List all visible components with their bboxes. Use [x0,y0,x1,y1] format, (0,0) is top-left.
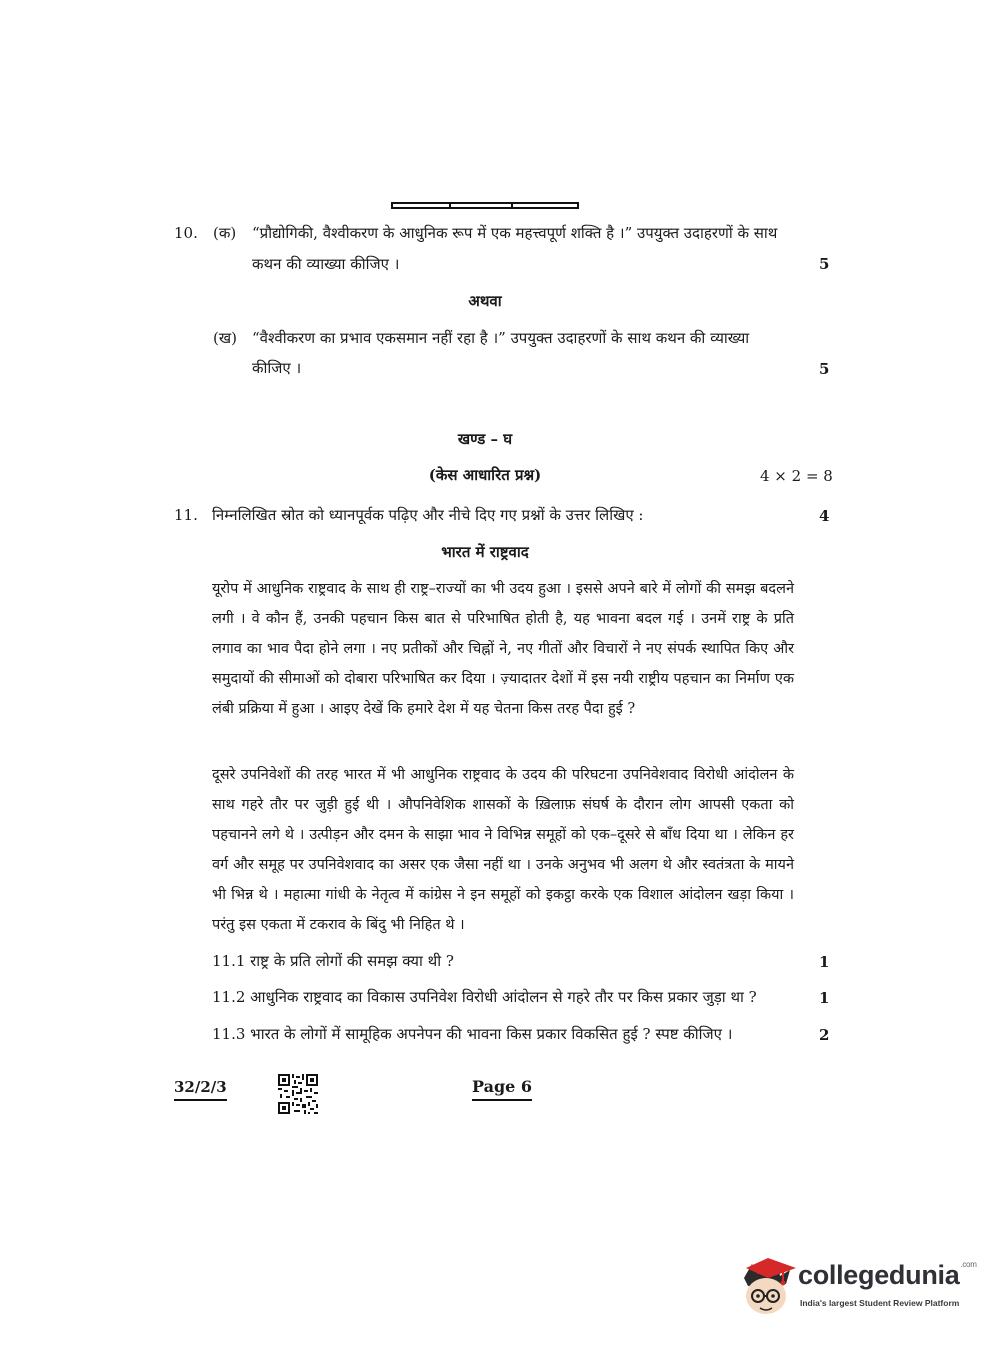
passage-paragraph-2: दूसरे उपनिवेशों की तरह भारत में भी आधुनिक राष्ट्रवाद के उदय की परिघटना उपनिवेशवाद विरोधी आंदोलन के साथ गहरे तौर पर जुड़ी हुई थी । औपनिवेशिक शासकों के ख़िलाफ़ संघर्ष के दौरान लोग आपसी एकता को पहचानने लगे थे । उत्पीड़न और दमन के साझा भाव ने विभिन्न समूहों को एक–दूसरे से बाँध दिया था । लेकिन हर वर्ग और समूह पर उपनिवेशवाद का असर एक जैसा नहीं था । उनके अनुभव भी अलग थे और स्वतंत्रता के मायने भी भिन्न थे । महात्मा गांधी के नेतृत्व में कांग्रेस ने इन समूहों को इकट्ठा करके एक विशाल आंदोलन खड़ा किया । परंतु इस एकता में टकराव के बिंदु भी निहित थे । [212,767,794,933]
collegedunia-logo [738,1254,978,1320]
sub-question: 11.1 राष्ट्र के प्रति लोगों की समझ क्या थी ? [212,952,454,970]
section-subtitle: (केस आधारित प्रश्न) [428,466,542,484]
question-text: कथन की व्याख्या कीजिए । [252,255,400,273]
or-divider: अथवा [468,292,502,310]
marks: 5 [819,360,830,378]
marks: 1 [819,989,830,1007]
sub-question: 11.3 भारत के लोगों में सामूहिक अपनेपन की भावना किस प्रकार विकसित हुई ? स्पष्ट कीजिए । [212,1025,733,1043]
passage-title: भारत में राष्ट्रवाद [441,543,529,561]
question-number: 11. [174,506,198,524]
question-text: “प्रौद्योगिकी, वैश्वीकरण के आधुनिक रूप में एक महत्त्वपूर्ण शक्ति है ।” उपयुक्त उदाहरणों के साथ [252,224,778,242]
option-a-label: (क) [213,224,237,242]
sub-question: 11.2 आधुनिक राष्ट्रवाद का विकास उपनिवेश विरोधी आंदोलन से गहरे तौर पर किस प्रकार जुड़ा था ? [212,988,757,1006]
option-b-label: (ख) [213,329,237,347]
marks: 1 [819,953,830,971]
question-text: “वैश्वीकरण का प्रभाव एकसमान नहीं रहा है ।” उपयुक्त उदाहरणों के साथ कथन की व्याख्या [252,329,750,347]
mascot-icon [738,1256,798,1318]
marks: 5 [819,255,830,273]
brand-tagline: India's largest Student Review Platform [800,1298,960,1308]
page-number: Page 6 [472,1077,532,1101]
passage-paragraph-1: यूरोप में आधुनिक राष्ट्रवाद के साथ ही राष्ट्र–राज्यों का भी उदय हुआ । इससे अपने बारे में लोगों की समझ बदलने लगी । वे कौन हैं, उनकी पहचान किस बात से परिभाषित होती है, यह भावना बदल गई । उनमें राष्ट्र के प्रति लगाव का भाव पैदा होने लगा । नए प्रतीकों और चिह्नों ने, नए गीतों और विचारों ने नए संपर्क स्थापित किए और समुदायों की सीमाओं को दोबारा परिभाषित कर दिया । ज़्यादातर देशों में इस नयी राष्ट्रीय पहचान का निर्माण एक लंबी प्रक्रिया में हुआ । आइए देखें कि हमारे देश में यह चेतना किस तरह पैदा हुई ? [212,581,794,717]
marks: 4 [819,507,830,525]
brand-name: collegedunia$^{.com}$ [798,1260,977,1290]
qr-code-icon [278,1074,318,1114]
marks: 2 [819,1026,830,1044]
section-title: खण्ड – घ [457,430,513,448]
separator-bar [391,202,579,209]
question-instruction: निम्नलिखित स्रोत को ध्यानपूर्वक पढ़िए और नीचे दिए गए प्रश्नों के उत्तर लिखिए : [212,506,644,524]
question-number: 10. [174,224,198,242]
question-text: कीजिए । [252,359,302,377]
section-marks: 4 × 2 = 8 [760,467,833,485]
paper-code: 32/2/3 [174,1078,227,1101]
